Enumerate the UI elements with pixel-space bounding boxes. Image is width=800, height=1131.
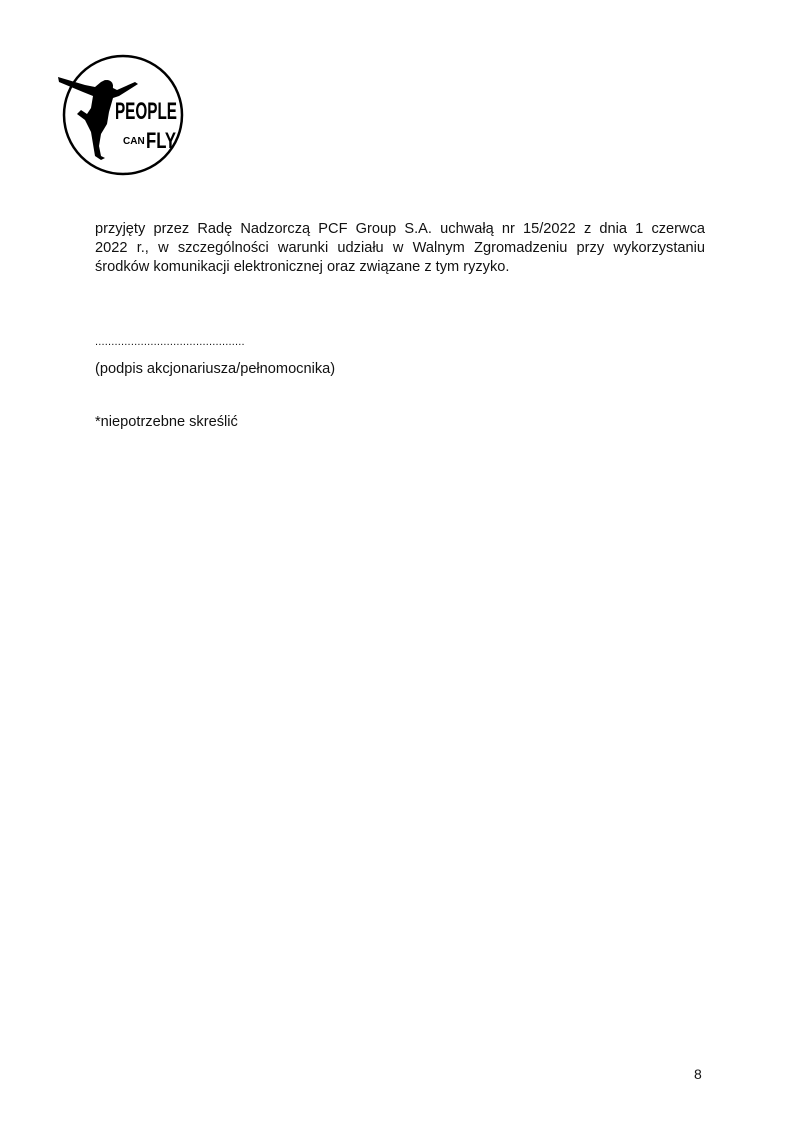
svg-text:CAN: CAN — [123, 136, 145, 147]
signature-label: (podpis akcjonariusza/pełnomocnika) — [95, 361, 336, 377]
footnote: *niepotrzebne skreślić — [95, 414, 238, 430]
people-can-fly-logo — [55, 52, 187, 178]
svg-text:PEOPLE: PEOPLE — [115, 98, 177, 125]
page-number: 8 — [694, 1066, 702, 1082]
paragraph-line: środków komunikacji elektronicznej oraz związane z tym ryzyko. — [95, 259, 510, 275]
paragraph-line: przyjęty przez Radę Nadzorczą PCF Group S.A. uchwałą nr 15/2022 z dnia 1 czerwca — [95, 221, 705, 237]
svg-text:FLY: FLY — [146, 128, 177, 153]
paragraph-line: 2022 r., w szczególności warunki udziału w Walnym Zgromadzeniu przy wykorzystaniu — [95, 240, 705, 256]
signature-line: .............................................. — [95, 336, 245, 348]
body-paragraph — [95, 220, 705, 277]
